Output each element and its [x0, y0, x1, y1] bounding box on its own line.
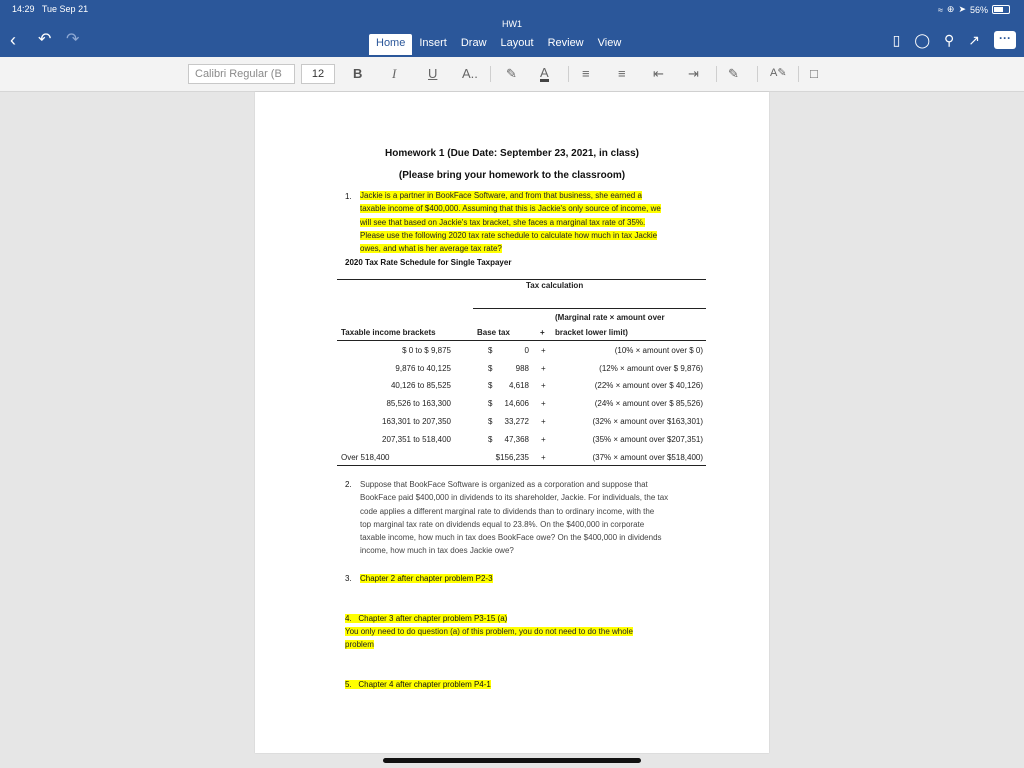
- homework-subtitle: (Please bring your homework to the classroom): [398, 170, 626, 181]
- question-4-note-line: You only need to do question (a) of this problem, you do not need to do the whole: [345, 627, 633, 636]
- question-1-line: Please use the following 2020 tax rate schedule to calculate how much in tax Jackie: [360, 230, 658, 240]
- table-cell-plus: +: [541, 399, 546, 408]
- table-cell-dollar: $: [488, 399, 493, 408]
- toolbar-divider: [490, 66, 491, 82]
- undo-icon[interactable]: ↶: [38, 31, 52, 48]
- table-cell-bracket: Over 518,400: [341, 453, 390, 462]
- status-time: 14:29: [12, 4, 35, 14]
- tab-review[interactable]: Review: [547, 37, 584, 49]
- table-cell-marginal: (35% × amount over $207,351): [592, 435, 703, 444]
- home-indicator[interactable]: [383, 758, 641, 763]
- table-cell-base: $156,235: [495, 453, 529, 462]
- styles-icon[interactable]: ✎: [728, 66, 739, 81]
- table-group-header: Tax calculation: [526, 281, 584, 290]
- table-cell-marginal: (24% × amount over $ 85,526): [594, 399, 703, 408]
- decrease-indent-icon[interactable]: ⇤: [653, 66, 664, 81]
- table-cell-plus: +: [541, 435, 546, 444]
- question-4-note-line: problem: [345, 640, 374, 650]
- table-cell-plus: +: [541, 364, 546, 373]
- table-cell-bracket: 40,126 to 85,525: [390, 381, 451, 390]
- homework-title: Homework 1 (Due Date: September 23, 2021, in class): [385, 148, 639, 159]
- back-icon[interactable]: ‹: [10, 30, 16, 50]
- question-1-line: will see that based on Jackie's tax bracket, she faces a marginal tax rate of 35%.: [360, 217, 646, 227]
- question-1-text: [360, 189, 720, 255]
- question-2-line: BookFace paid $400,000 in dividends to its shareholder, Jackie. For individuals, the tax: [360, 493, 669, 503]
- table-cell-bracket: 85,526 to 163,300: [386, 399, 451, 408]
- ribbon-tabs: [369, 34, 628, 55]
- table-cell-plus: +: [541, 346, 546, 355]
- question-3-text: [360, 574, 493, 583]
- table-cell-dollar: $: [488, 364, 493, 373]
- tab-home[interactable]: Home: [369, 34, 412, 55]
- table-cell-bracket: 207,351 to 518,400: [382, 435, 451, 444]
- app-header: [0, 0, 1024, 57]
- font-name-select[interactable]: Calibri Regular (B: [188, 64, 295, 84]
- toolbar-divider: [568, 66, 569, 82]
- location-icon: ➤: [958, 4, 966, 14]
- table-cell-marginal: (37% × amount over $518,400): [592, 453, 703, 462]
- table-cell-base: 988: [515, 364, 529, 373]
- table-cell-bracket: 163,301 to 207,350: [382, 417, 451, 426]
- table-cell-dollar: $: [488, 417, 493, 426]
- numbering-icon[interactable]: ≡: [618, 66, 626, 81]
- tab-draw[interactable]: Draw: [460, 37, 487, 49]
- document-title: HW1: [502, 19, 522, 29]
- bold-button[interactable]: B: [353, 66, 363, 81]
- orientation-lock-icon: ⊕: [946, 4, 955, 14]
- tab-insert[interactable]: Insert: [419, 37, 447, 49]
- question-1-line: taxable income of $400,000. Assuming that this is Jackie's only source of income, we: [360, 204, 661, 214]
- highlighter-icon[interactable]: ✎: [506, 66, 517, 81]
- table-cell-base: 4,618: [508, 381, 529, 390]
- question-4-note: [345, 625, 705, 652]
- question-3-highlight: Chapter 2 after chapter problem P2-3: [360, 574, 493, 583]
- table-cell-dollar: $: [488, 435, 493, 444]
- header-base-tax: Base tax: [477, 328, 510, 337]
- question-4-block: [345, 614, 507, 623]
- table-cell-marginal: (22% × amount over $ 40,126): [594, 381, 703, 390]
- table-cell-marginal: (10% × amount over $ 0): [614, 346, 703, 355]
- table-cell-dollar: $: [488, 346, 493, 355]
- header-marginal-line1: (Marginal rate × amount over: [555, 313, 665, 322]
- status-time-date: [12, 4, 88, 14]
- table-top-rule: [337, 279, 706, 280]
- tab-layout[interactable]: Layout: [500, 37, 534, 49]
- lightbulb-icon[interactable]: ◯: [914, 31, 930, 48]
- status-date: Tue Sep 21: [41, 4, 89, 14]
- underline-button[interactable]: U: [428, 66, 438, 81]
- question-number: 1.: [345, 192, 352, 201]
- header-marginal-line2: bracket lower limit): [555, 328, 628, 337]
- table-cell-plus: +: [541, 417, 546, 426]
- toolbar-divider: [716, 66, 717, 82]
- question-4-number: 4.: [345, 614, 352, 623]
- question-5-text: Chapter 4 after chapter problem P4-1: [358, 680, 491, 689]
- toolbar-divider: [798, 66, 799, 82]
- table-cell-base: 47,368: [504, 435, 529, 444]
- table-bottom-rule: [337, 465, 706, 466]
- table-cell-plus: +: [541, 453, 546, 462]
- header-actions: [893, 31, 1016, 49]
- header-brackets: Taxable income brackets: [341, 328, 436, 337]
- more-options-icon[interactable]: ···: [994, 31, 1016, 49]
- question-2-line: code applies a different marginal rate to dividends than to ordinary income, with the: [360, 506, 655, 516]
- table-cell-bracket: $ 0 to $ 9,875: [402, 346, 451, 355]
- phone-icon[interactable]: ▯: [892, 31, 901, 48]
- status-indicators: [938, 4, 1010, 15]
- toolbar-divider: [757, 66, 758, 82]
- wifi-icon: ≈: [937, 4, 943, 15]
- table-header-rule: [337, 340, 706, 341]
- table-cell-marginal: (12% × amount over $ 9,876): [599, 364, 703, 373]
- question-2-line: taxable income, how much in tax does BookFace owe? On the $400,000 in dividends: [360, 533, 662, 543]
- format-painter-icon[interactable]: □: [810, 66, 818, 81]
- italic-button[interactable]: I: [392, 66, 397, 81]
- clear-formatting-icon[interactable]: A✎: [770, 67, 787, 79]
- question-1-line: Jackie is a partner in BookFace Software, and from that business, she earned a: [360, 191, 642, 200]
- table-subheader-rule: [473, 308, 706, 309]
- table-cell-base: 14,606: [504, 399, 529, 408]
- table-cell-marginal: (32% × amount over $163,301): [592, 417, 703, 426]
- battery-percent: 56%: [969, 4, 988, 15]
- share-icon[interactable]: ↗: [968, 31, 980, 48]
- question-5-block: [345, 680, 491, 689]
- font-size-select[interactable]: 12: [301, 64, 335, 84]
- table-cell-plus: +: [541, 381, 546, 390]
- table-cell-base: 0: [524, 346, 529, 355]
- question-2-line: Suppose that BookFace Software is organized as a corporation and suppose that: [360, 480, 648, 489]
- question-number: 2.: [345, 480, 352, 489]
- question-number: 3.: [345, 574, 352, 583]
- question-4-text: Chapter 3 after chapter problem P3-15 (a): [358, 614, 508, 623]
- question-5-number: 5.: [345, 680, 352, 689]
- question-2-line: income, how much in tax does Jackie owe?: [360, 546, 514, 556]
- schedule-title: 2020 Tax Rate Schedule for Single Taxpayer: [345, 258, 512, 267]
- table-cell-dollar: $: [488, 381, 493, 390]
- question-2-text: [360, 478, 710, 558]
- tab-view[interactable]: View: [597, 37, 622, 49]
- font-style-button[interactable]: A..: [462, 66, 478, 81]
- question-1-line: owes, and what is her average tax rate?: [360, 244, 502, 254]
- redo-icon[interactable]: ↷: [66, 31, 80, 48]
- search-icon[interactable]: ⚲: [944, 31, 955, 48]
- font-color-button[interactable]: A: [540, 65, 549, 80]
- table-cell-base: 33,272: [504, 417, 529, 426]
- increase-indent-icon[interactable]: ⇥: [688, 66, 699, 81]
- table-cell-bracket: 9,876 to 40,125: [395, 364, 451, 373]
- document-page[interactable]: [255, 92, 769, 753]
- bullets-icon[interactable]: ≡: [582, 66, 590, 81]
- header-plus: +: [540, 328, 545, 337]
- battery-icon: [992, 5, 1010, 14]
- question-2-line: top marginal tax rate on dividends equal to 23.8%. On the $400,000 in corporate: [360, 519, 645, 529]
